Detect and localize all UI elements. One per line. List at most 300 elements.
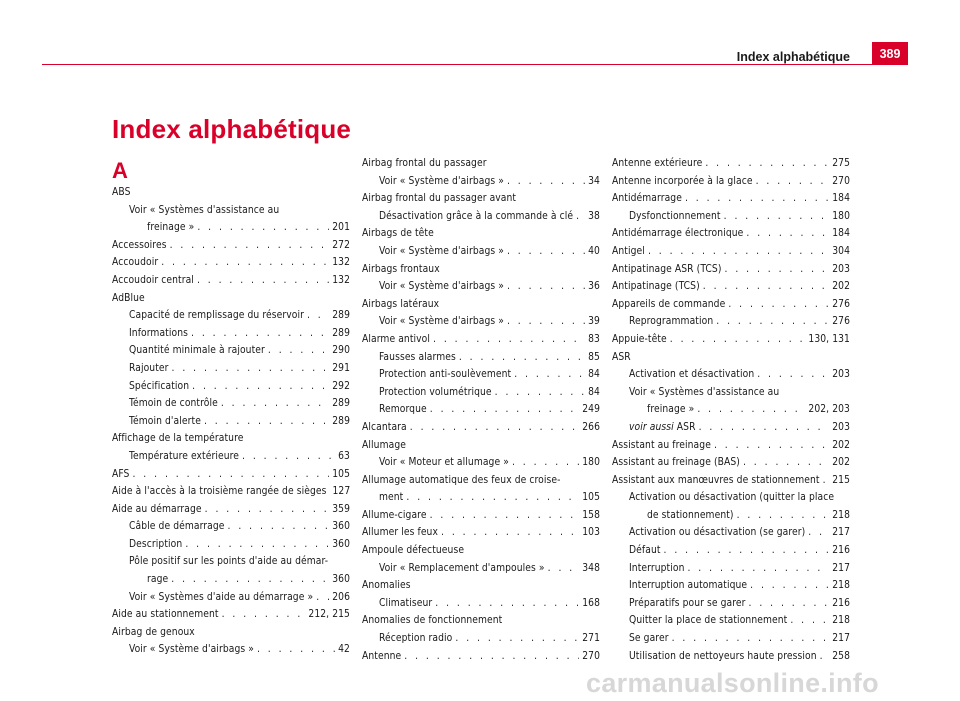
index-entry-term: Allumage	[362, 439, 406, 451]
dot-leader	[132, 466, 329, 484]
index-entry-page: 202, 203	[808, 404, 850, 416]
index-entry-page: 158	[582, 509, 600, 521]
index-column-1	[112, 184, 350, 659]
dot-leader	[743, 454, 829, 472]
dot-leader	[648, 243, 829, 261]
index-entry-term: Témoin de contrôle	[129, 398, 218, 410]
dot-leader	[307, 307, 329, 325]
index-entry-term: Allume-cigare	[362, 509, 427, 521]
dot-leader	[441, 524, 579, 542]
index-entry-term: Airbags de tête	[362, 228, 434, 240]
index-entry-page: 249	[582, 404, 600, 416]
index-entry-page: 180	[832, 210, 850, 222]
index-entry-term-text: ASR	[676, 421, 696, 433]
dot-leader	[749, 595, 830, 613]
index-entry-term: Température extérieure	[129, 450, 240, 462]
index-entry-page: 38	[588, 210, 600, 222]
index-entry	[612, 648, 850, 666]
index-entry	[112, 624, 350, 642]
index-entry	[612, 524, 850, 542]
index-entry-term: ment	[379, 492, 404, 504]
index-entry-term: Informations	[129, 327, 189, 339]
dot-leader	[724, 208, 830, 226]
index-entry	[112, 290, 350, 308]
index-entry-term: Câble de démarrage	[129, 521, 225, 533]
index-entry-page: 85	[588, 351, 600, 363]
index-entry-page: 203	[832, 263, 850, 275]
index-entry-term: Activation ou désactivation (quitter la place	[629, 492, 835, 504]
index-entry-page: 63	[338, 450, 350, 462]
index-entry-term: Affichage de la température	[112, 433, 244, 445]
index-entry-page: 218	[832, 615, 850, 627]
index-entry-term: ASR	[612, 351, 631, 363]
index-entry	[112, 342, 350, 360]
index-entry	[112, 606, 350, 624]
index-entry-page: 203	[832, 369, 850, 381]
dot-leader	[495, 384, 585, 402]
index-entry-term: Voir « Remplacement d'ampoules »	[379, 562, 545, 574]
index-entry-page: 132	[332, 274, 350, 286]
dot-leader	[746, 225, 829, 243]
index-entry-page: 216	[832, 545, 850, 557]
index-entry	[612, 560, 850, 578]
index-entry-term: Antenne	[362, 650, 402, 662]
index-entry	[612, 595, 850, 613]
dot-leader	[670, 331, 806, 349]
index-entry-term: AFS	[112, 468, 130, 480]
index-entry-term: Alarme antivol	[362, 333, 431, 345]
index-entry-term: Fausses alarmes	[379, 351, 456, 363]
dot-leader	[576, 208, 585, 226]
index-entry-page: 215	[832, 474, 850, 486]
index-entry-term: Utilisation de nettoyeurs haute pression	[629, 650, 817, 662]
index-entry-page: 105	[332, 468, 350, 480]
index-entry	[362, 173, 600, 191]
index-entry	[112, 378, 350, 396]
index-entry-page: 348	[582, 562, 600, 574]
index-entry	[612, 437, 850, 455]
index-entry-page: 270	[582, 650, 600, 662]
index-entry-page: 84	[588, 386, 600, 398]
index-entry-term: Aide au stationnement	[112, 609, 219, 621]
index-entry	[362, 524, 600, 542]
dot-leader	[507, 278, 585, 296]
index-entry	[112, 501, 350, 519]
dot-leader	[790, 612, 829, 630]
index-entry-term: AdBlue	[112, 292, 145, 304]
index-entry	[112, 184, 350, 202]
index-entry	[112, 466, 350, 484]
dot-leader	[808, 524, 829, 542]
dot-leader	[430, 401, 579, 419]
index-entry-term: Pôle positif sur les points d'aide au démar-	[129, 556, 329, 568]
index-entry-term: ABS	[112, 187, 131, 198]
dot-leader	[672, 630, 830, 648]
index-entry-term: Protection anti-soulèvement	[379, 369, 512, 381]
index-entry-term: Alcantara	[362, 421, 407, 433]
index-entry-term: Voir « Moteur et allumage »	[379, 457, 509, 469]
index-entry-term: Voir « Système d'airbags »	[379, 175, 504, 187]
index-entry-page: 275	[832, 158, 850, 169]
index-entry	[112, 430, 350, 448]
dot-leader	[191, 325, 329, 343]
index-entry-term: freinage »	[147, 222, 195, 234]
dot-leader	[242, 448, 335, 466]
index-entry-page: 360	[332, 574, 350, 586]
index-entry	[612, 173, 850, 191]
index-entry-term: Ampoule défectueuse	[362, 545, 465, 557]
index-entry-term	[629, 419, 696, 437]
index-entry	[612, 313, 850, 331]
dot-leader	[268, 342, 329, 360]
dot-leader	[514, 366, 585, 384]
index-entry-term: Réception radio	[379, 633, 453, 645]
index-entry-term: Antigel	[612, 245, 645, 257]
index-entry-page: 271	[582, 633, 600, 645]
dot-leader	[185, 536, 329, 554]
dot-leader	[171, 571, 329, 589]
index-entry-page: 168	[582, 597, 600, 609]
index-entry-term: Quitter la place de stationnement	[629, 615, 788, 627]
index-entry	[612, 489, 850, 507]
index-entry	[112, 325, 350, 343]
dot-leader	[430, 507, 580, 525]
index-entry	[362, 225, 600, 243]
index-entry-term: Description	[129, 538, 183, 550]
page-title: Index alphabétique	[112, 114, 352, 144]
index-entry-term: Allumer les feux	[362, 527, 438, 539]
index-entry-page: 270	[832, 175, 850, 187]
dot-leader	[823, 472, 830, 490]
index-entry-term: Dysfonctionnement	[629, 210, 721, 222]
index-entry	[112, 360, 350, 378]
dot-leader	[512, 454, 579, 472]
index-entry	[362, 454, 600, 472]
index-entry-term: Accessoires	[112, 239, 167, 251]
index-entry-term: Assistant au freinage	[612, 439, 711, 451]
index-entry	[362, 401, 600, 419]
index-entry-term: Voir « Systèmes d'assistance au	[129, 204, 280, 216]
index-entry-term: Quantité minimale à rajouter	[129, 345, 265, 357]
index-entry-page: 266	[582, 421, 600, 433]
index-entry	[612, 542, 850, 560]
index-entry-term: Rajouter	[129, 362, 169, 374]
index-entry	[612, 349, 850, 367]
index-entry-term: Accoudoir	[112, 257, 159, 269]
index-entry	[612, 296, 850, 314]
index-entry-see-also: voir aussi	[629, 421, 674, 433]
index-entry-term: Antipatinage (TCS)	[612, 281, 700, 293]
index-entry	[612, 261, 850, 279]
index-entry-term: Accoudoir central	[112, 274, 194, 286]
index-entry-term: Climatiseur	[379, 597, 433, 609]
index-entry	[612, 331, 850, 349]
index-entry	[362, 595, 600, 613]
dot-leader	[507, 243, 585, 261]
index-entry-term: freinage »	[647, 404, 695, 416]
index-entry-term: Désactivation grâce à la commande à clé	[379, 210, 574, 222]
index-entry-term: Spécification	[129, 380, 190, 392]
dot-leader	[757, 366, 829, 384]
index-entry-page: 359	[332, 503, 350, 515]
dot-leader	[705, 155, 829, 173]
dot-leader	[197, 272, 329, 290]
index-entry-page: 291	[332, 362, 350, 374]
index-entry-page: 39	[588, 316, 600, 328]
dot-leader	[197, 219, 329, 237]
dot-leader	[204, 413, 329, 431]
index-entry-page: 289	[332, 398, 350, 410]
index-entry-page: 203	[832, 421, 850, 433]
index-entry-term: Assistant au freinage (BAS)	[612, 457, 740, 469]
index-entry	[362, 437, 600, 455]
index-entry-term: Antenne extérieure	[612, 158, 703, 169]
running-header-title: Index alphabétique	[736, 50, 850, 64]
index-entry-term: Anomalies de fonctionnement	[362, 615, 503, 627]
index-entry-page: 289	[332, 415, 350, 427]
index-entry	[112, 219, 350, 237]
index-entry	[112, 448, 350, 466]
dot-leader	[257, 641, 335, 659]
index-entry-term: Appareils de commande	[612, 298, 726, 310]
index-entry-term: Assistant aux manœuvres de stationnement	[612, 474, 820, 486]
index-entry	[612, 577, 850, 595]
page-number-badge: 389	[872, 42, 908, 64]
index-entry	[112, 518, 350, 536]
dot-leader	[459, 349, 585, 367]
dot-leader	[685, 190, 829, 208]
dot-leader	[433, 331, 585, 349]
index-entry-term: Voir « Système d'airbags »	[379, 316, 504, 328]
index-entry	[612, 225, 850, 243]
index-entry-term: Remorque	[379, 404, 427, 416]
index-entry	[362, 331, 600, 349]
index-entry-page: 83	[588, 333, 600, 345]
index-entry-term: Voir « Systèmes d'aide au démarrage »	[129, 591, 314, 603]
index-entry	[362, 577, 600, 595]
index-entry-term: Antidémarrage	[612, 193, 682, 205]
index-column-2	[362, 155, 600, 665]
index-entry-term: Antidémarrage électronique	[612, 228, 744, 240]
index-entry	[612, 366, 850, 384]
dot-leader	[172, 360, 330, 378]
index-entry-page: 216	[832, 597, 850, 609]
index-entry-term: Allumage automatique des feux de croise-	[362, 474, 561, 486]
index-entry-term: Se garer	[629, 633, 669, 645]
index-entry	[362, 560, 600, 578]
index-entry-term: Protection volumétrique	[379, 386, 492, 398]
index-entry	[362, 419, 600, 437]
index-entry	[112, 395, 350, 413]
index-entry-page: 84	[588, 369, 600, 381]
index-entry-page: 304	[832, 245, 850, 257]
index-entry-term: Voir « Système d'airbags »	[379, 281, 504, 293]
index-entry-page: 217	[832, 633, 850, 645]
index-entry-term: Airbags latéraux	[362, 298, 440, 310]
index-entry	[362, 489, 600, 507]
index-entry-page: 132	[332, 257, 350, 269]
index-entry	[362, 243, 600, 261]
index-entry-page: 36	[588, 281, 600, 293]
index-entry-page: 212, 215	[308, 609, 350, 621]
index-entry-term: Appuie-tête	[612, 333, 667, 345]
index-entry	[362, 296, 600, 314]
index-entry	[112, 536, 350, 554]
index-entry	[362, 542, 600, 560]
index-entry	[612, 384, 850, 402]
index-entry	[112, 483, 350, 501]
dot-leader	[820, 648, 830, 666]
index-entry	[612, 278, 850, 296]
dot-leader	[548, 560, 580, 578]
index-entry	[362, 472, 600, 490]
index-entry-term: Témoin d'alerte	[129, 415, 201, 427]
dot-leader	[406, 489, 579, 507]
index-entry	[612, 472, 850, 490]
index-entry-page: 184	[832, 193, 850, 205]
index-entry	[362, 630, 600, 648]
dot-leader	[750, 577, 829, 595]
index-entry-page: 34	[588, 175, 600, 187]
dot-leader	[664, 542, 830, 560]
index-entry	[362, 208, 600, 226]
index-entry-page: 360	[332, 521, 350, 533]
index-entry-page: 276	[832, 298, 850, 310]
dot-leader	[170, 237, 330, 255]
index-entry-page: 289	[332, 310, 350, 322]
index-entry	[612, 630, 850, 648]
index-entry-page: 202	[832, 457, 850, 469]
dot-leader	[725, 261, 830, 279]
index-entry	[612, 208, 850, 226]
index-entry-page: 42	[338, 644, 350, 656]
index-entry	[112, 571, 350, 589]
index-entry	[112, 553, 350, 571]
index-entry	[112, 641, 350, 659]
index-entry-term: Voir « Système d'airbags »	[129, 644, 254, 656]
index-entry	[612, 507, 850, 525]
index-entry	[362, 261, 600, 279]
index-entry-page: 202	[832, 439, 850, 451]
index-entry-term: Reprogrammation	[629, 316, 714, 328]
index-entry	[112, 202, 350, 220]
index-entry	[362, 278, 600, 296]
index-entry	[612, 419, 850, 437]
index-entry-term: Préparatifs pour se garer	[629, 597, 746, 609]
index-entry-page: 218	[832, 580, 850, 592]
index-entry	[612, 612, 850, 630]
index-entry-term: Voir « Systèmes d'assistance au	[629, 386, 780, 398]
index-entry-page: 180	[582, 457, 600, 469]
index-entry-page: 292	[332, 380, 350, 392]
index-entry-page: 202	[832, 281, 850, 293]
index-entry-page: 218	[832, 509, 850, 521]
index-entry-page: 276	[832, 316, 850, 328]
index-entry-term: Capacité de remplissage du réservoir	[129, 310, 304, 322]
index-entry	[362, 155, 600, 173]
index-entry-term: Interruption	[629, 562, 685, 574]
dot-leader	[737, 507, 830, 525]
index-entry	[112, 237, 350, 255]
dot-leader	[455, 630, 579, 648]
section-letter: A	[112, 158, 128, 183]
index-entry	[362, 507, 600, 525]
index-entry-page: 289	[332, 327, 350, 339]
dot-leader	[756, 173, 830, 191]
index-entry	[362, 313, 600, 331]
index-entry-term: Défaut	[629, 545, 661, 557]
dot-leader	[697, 401, 805, 419]
index-entry	[362, 366, 600, 384]
dot-leader	[699, 419, 830, 437]
index-entry-page: 103	[582, 527, 600, 539]
index-entry-term: Airbags frontaux	[362, 263, 440, 275]
index-entry	[612, 155, 850, 173]
index-entry-page: 217	[832, 562, 850, 574]
index-entry-page: 184	[832, 228, 850, 240]
dot-leader	[716, 313, 829, 331]
dot-leader	[435, 595, 579, 613]
index-entry-page: 105	[582, 492, 600, 504]
index-entry	[112, 413, 350, 431]
dot-leader	[728, 296, 829, 314]
index-entry	[362, 384, 600, 402]
dot-leader	[222, 606, 306, 624]
index-entry-term: Airbag frontal du passager avant	[362, 193, 517, 205]
index-entry	[112, 589, 350, 607]
index-entry-term: Anomalies	[362, 580, 411, 592]
index-entry-term: Airbag frontal du passager	[362, 158, 487, 169]
index-entry-term: de stationnement)	[647, 509, 734, 521]
index-entry-page: 127	[332, 486, 350, 498]
dot-leader	[507, 173, 585, 191]
dot-leader	[714, 437, 829, 455]
dot-leader	[205, 501, 330, 519]
index-entry-page: 217	[832, 527, 850, 539]
index-entry	[362, 190, 600, 208]
header-rule	[42, 64, 908, 65]
index-entry-term: Antenne incorporée à la glace	[612, 175, 753, 187]
index-entry-page: 360	[332, 538, 350, 550]
dot-leader	[316, 589, 329, 607]
dot-leader	[192, 378, 329, 396]
index-entry-page: 130, 131	[808, 333, 850, 345]
index-entry	[612, 243, 850, 261]
dot-leader	[703, 278, 829, 296]
index-entry-term: Activation et désactivation	[629, 369, 755, 381]
index-entry-term: Antipatinage ASR (TCS)	[612, 263, 722, 275]
index-entry	[112, 307, 350, 325]
index-entry	[612, 454, 850, 472]
dot-leader	[687, 560, 829, 578]
index-entry	[612, 401, 850, 419]
index-entry	[362, 648, 600, 666]
index-entry-term: Aide à l'accès à la troisième rangée de sièges	[112, 486, 327, 498]
index-entry-page: 206	[332, 591, 350, 603]
index-entry-term: Aide au démarrage	[112, 503, 202, 515]
index-entry-term: rage	[147, 574, 169, 586]
dot-leader	[404, 648, 579, 666]
index-entry-term: Airbag de genoux	[112, 626, 195, 638]
index-entry-page: 40	[588, 245, 600, 257]
index-entry-term: Activation ou désactivation (se garer)	[629, 527, 806, 539]
index-column-3	[612, 155, 850, 665]
dot-leader	[228, 518, 330, 536]
index-entry-term: Voir « Système d'airbags »	[379, 245, 504, 257]
index-entry-page: 201	[332, 222, 350, 234]
dot-leader	[410, 419, 579, 437]
index-entry	[362, 612, 600, 630]
